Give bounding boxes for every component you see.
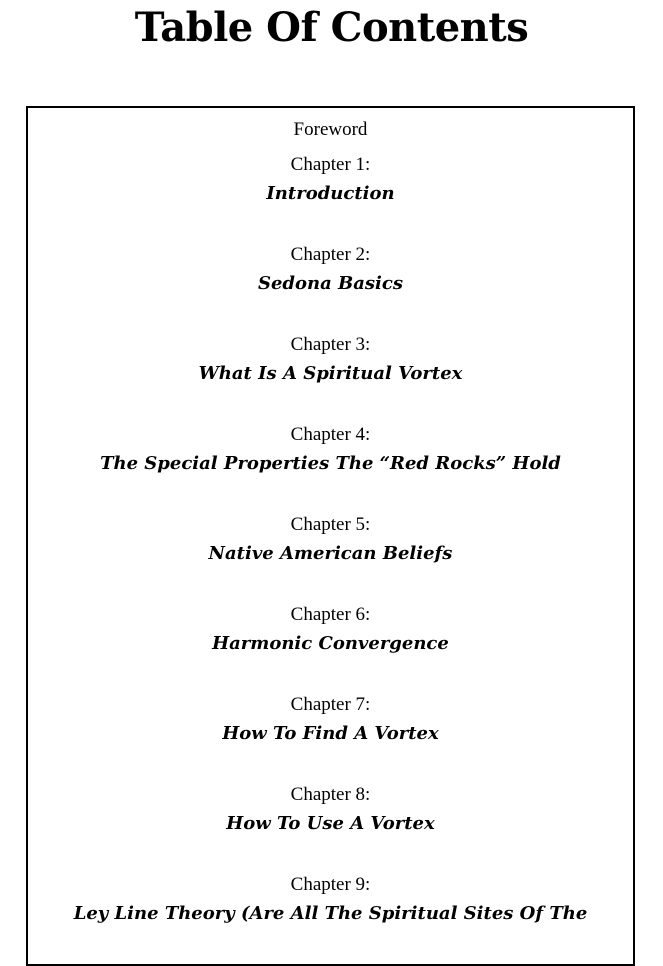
toc-entry-chapter-1[interactable] (28, 151, 633, 209)
toc-entry-chapter-7[interactable] (28, 691, 633, 749)
chapter-number: Chapter 4: (290, 424, 371, 445)
table-of-contents-box (26, 106, 635, 966)
toc-entry-chapter-5[interactable] (28, 511, 633, 569)
chapter-number: Chapter 3: (290, 334, 371, 355)
chapter-title: How To Find A Vortex (222, 723, 439, 744)
toc-entry-chapter-8[interactable] (28, 781, 633, 839)
toc-entry-foreword[interactable]: Foreword (293, 119, 368, 140)
toc-list (28, 117, 633, 961)
chapter-number: Chapter 7: (290, 694, 371, 715)
toc-entry-chapter-9[interactable] (28, 871, 633, 929)
toc-entry-chapter-3[interactable] (28, 331, 633, 389)
chapter-number: Chapter 6: (290, 604, 371, 625)
chapter-number: Chapter 2: (290, 244, 371, 265)
chapter-title: Introduction (266, 183, 395, 204)
toc-entry-chapter-2[interactable] (28, 241, 633, 299)
chapter-title: What Is A Spiritual Vortex (198, 363, 463, 384)
toc-entry-chapter-4[interactable] (28, 421, 633, 479)
chapter-number: Chapter 8: (290, 784, 371, 805)
chapter-number: Chapter 1: (290, 154, 371, 175)
chapter-title: Native American Beliefs (208, 543, 453, 564)
chapter-title: Ley Line Theory (Are All The Spiritual Sites Of The (73, 903, 588, 924)
chapter-title: Harmonic Convergence (212, 633, 449, 654)
chapter-title: The Special Properties The “Red Rocks” Hold (100, 453, 561, 474)
chapter-title: Sedona Basics (257, 273, 403, 294)
chapter-number: Chapter 9: (290, 874, 371, 895)
chapter-title: How To Use A Vortex (226, 813, 435, 834)
toc-entry-chapter-6[interactable] (28, 601, 633, 659)
page-title: Table Of Contents (134, 4, 529, 51)
chapter-number: Chapter 5: (290, 514, 371, 535)
